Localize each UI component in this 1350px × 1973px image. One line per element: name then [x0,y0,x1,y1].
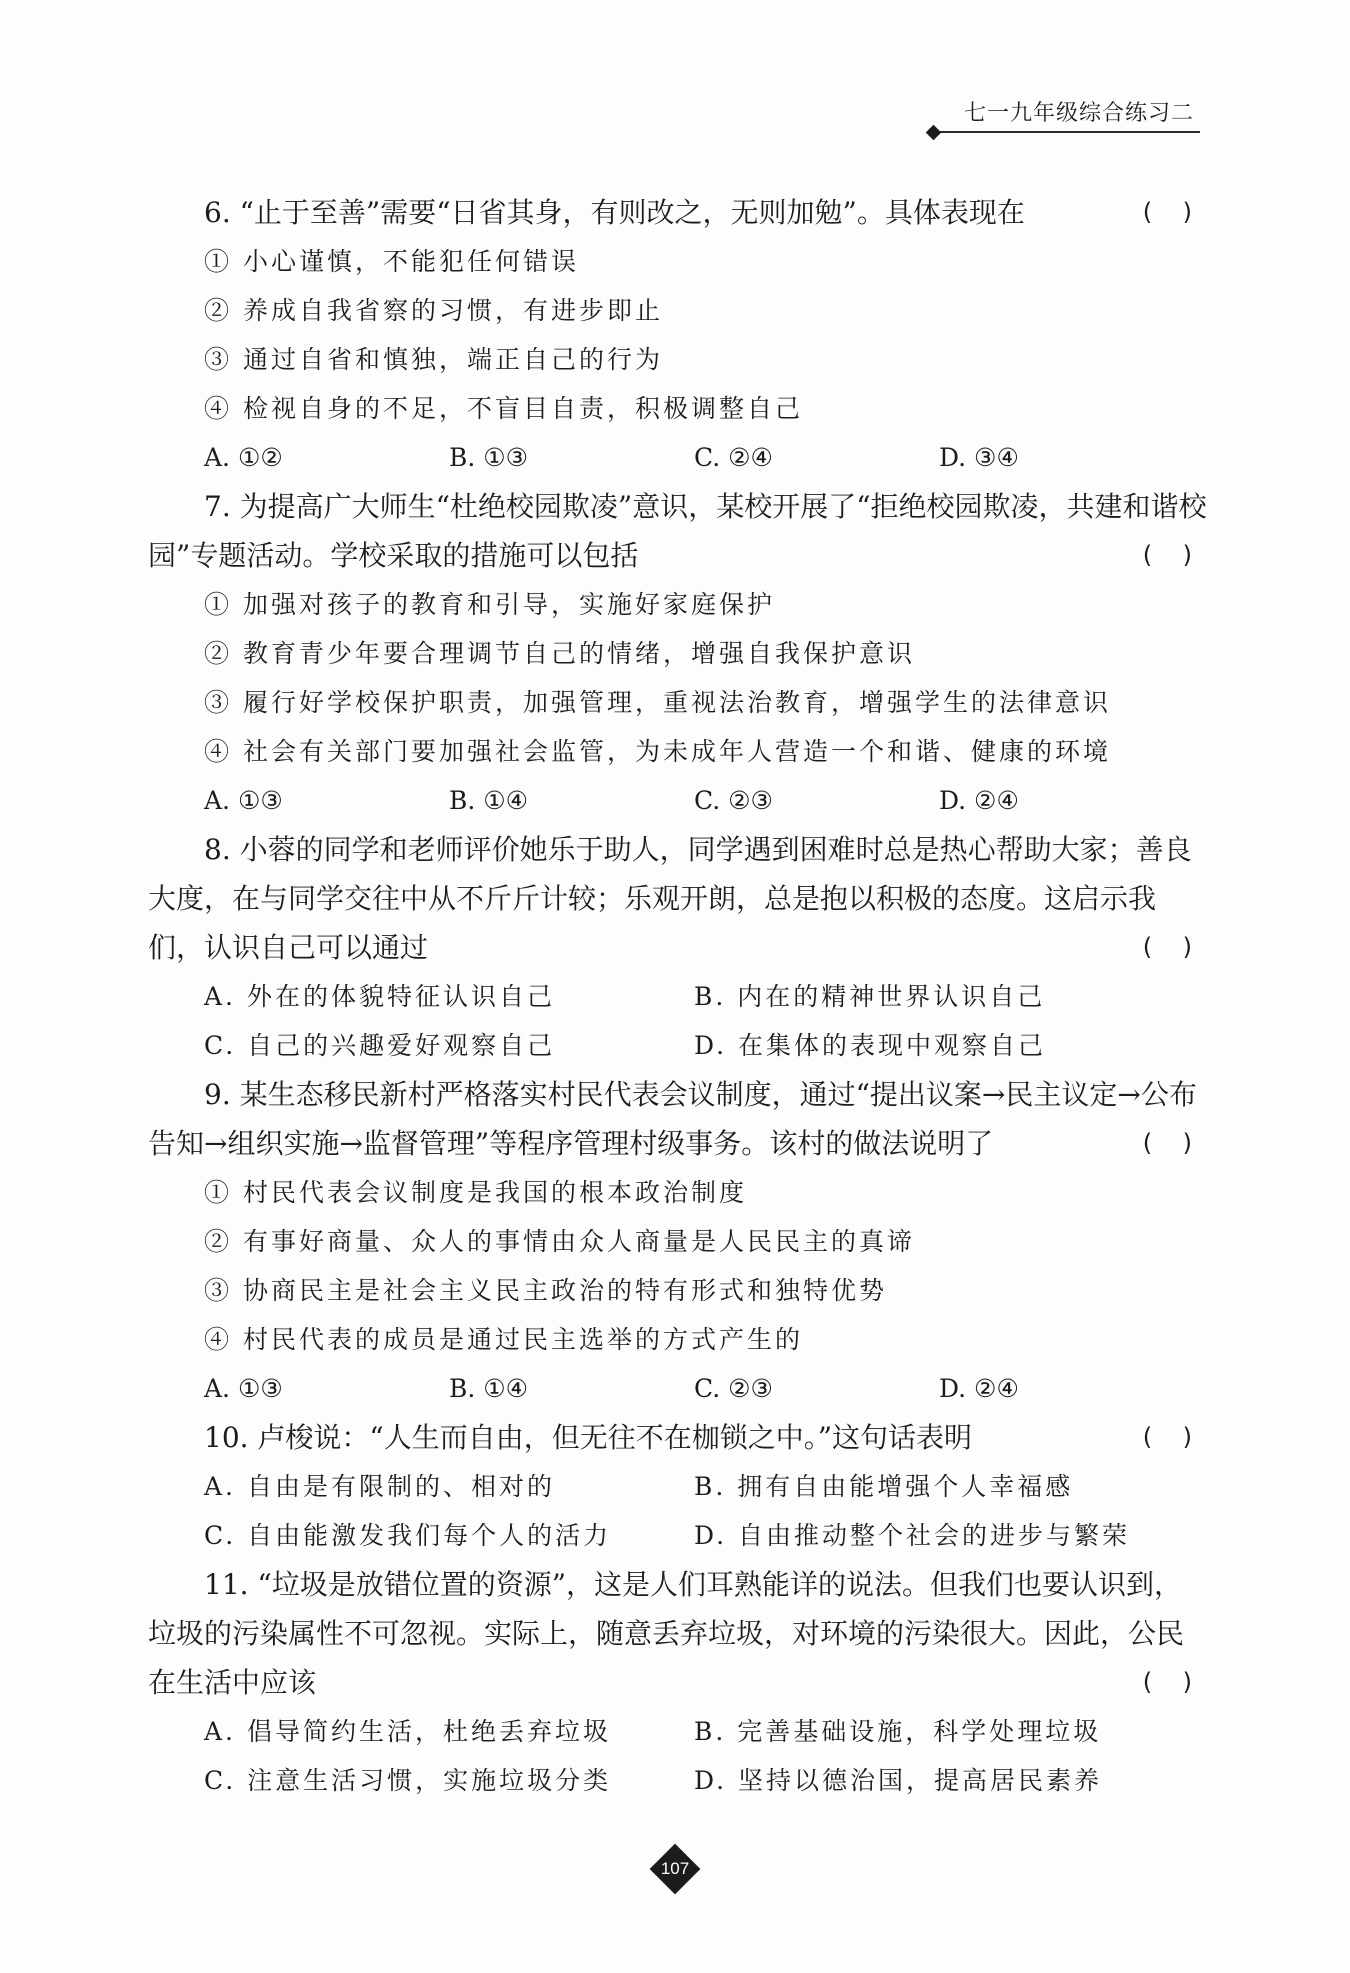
statement-item: ② 教育青少年要合理调节自己的情绪，增强自我保护意识 [204,639,915,668]
choice-a: A. 外在的体貌特征认识自己 [204,982,555,1011]
question-7 [148,482,1208,825]
choice-row [148,1021,1208,1070]
question-stem: 10. 卢梭说：“人生而自由，但无往不在枷锁之中。”这句话表明 ( ) [148,1413,1208,1462]
page-number-text: 107 [660,1859,690,1878]
choice-d: D. 坚持以德治国，提高居民素养 [694,1766,1103,1795]
choice-d: D. ③④ [939,443,1019,472]
choice-a: A. 倡导简约生活，杜绝丢弃垃圾 [204,1717,611,1746]
choice-b: B. ①③ [449,443,529,472]
choice-d: D. ②④ [939,786,1019,815]
statement-item: ② 有事好商量、众人的事情由众人商量是人民民主的真谛 [204,1227,915,1256]
choice-b: B. ①④ [449,786,529,815]
question-stem: 7. 为提高广大师生“杜绝校园欺凌”意识，某校开展了“拒绝校园欺凌，共建和谐校园”专题活动。学校采取的措施可以包括 ( ) [148,482,1208,580]
question-10 [148,1413,1208,1560]
question-6 [148,188,1208,482]
choice-row [148,1756,1208,1805]
statement-item: ④ 村民代表的成员是通过民主选举的方式产生的 [204,1325,803,1354]
choice-a: A. ①② [204,443,283,472]
answer-paren: ( ) [1142,198,1192,226]
choice-row [148,972,1208,1021]
choice-b: B. 完善基础设施，科学处理垃圾 [694,1717,1102,1746]
choice-b: B. ①④ [449,1374,529,1403]
statement-item: ④ 检视自身的不足，不盲目自责，积极调整自己 [204,394,803,423]
question-stem: 11. “垃圾是放错位置的资源”，这是人们耳熟能详的说法。但我们也要认识到，垃圾的污染属性不可忽视。实际上，随意丢弃垃圾，对环境的污染很大。因此，公民在生活中应该 ( ) [148,1560,1208,1707]
choice-c: C. ②④ [694,443,773,472]
question-stem: 6. “止于至善”需要“日省其身，有则改之，无则加勉”。具体表现在 ( ) [148,188,1208,237]
page-header [934,96,1200,133]
choice-a: A. ①③ [204,786,283,815]
page-number [652,1846,698,1892]
answer-paren: ( ) [1142,933,1192,961]
answer-paren: ( ) [1142,541,1192,569]
question-stem: 9. 某生态移民新村严格落实村民代表会议制度，通过“提出议案→民主议定→公布告知→组织实施→监督管理”等程序管理村级事务。该村的做法说明了 ( ) [148,1070,1208,1168]
answer-paren: ( ) [1142,1423,1192,1451]
choice-row [148,1462,1208,1511]
statement-item: ② 养成自我省察的习惯，有进步即止 [204,296,663,325]
choice-a: A. ①③ [204,1374,283,1403]
choice-c: C. 注意生活习惯，实施垃圾分类 [204,1766,612,1795]
choice-d: D. ②④ [939,1374,1019,1403]
choice-d: D. 在集体的表现中观察自己 [694,1031,1047,1060]
question-stem: 8. 小蓉的同学和老师评价她乐于助人，同学遇到困难时总是热心帮助大家；善良大度，在与同学交往中从不斤斤计较；乐观开朗，总是抱以积极的态度。这启示我们，认识自己可以通过 ( ) [148,825,1208,972]
choice-c: C. 自由能激发我们每个人的活力 [204,1521,612,1550]
choice-row [148,776,1208,825]
choice-c: C. 自己的兴趣爱好观察自己 [204,1031,556,1060]
statement-item: ① 加强对孩子的教育和引导，实施好家庭保护 [204,590,775,619]
choice-b: B. 内在的精神世界认识自己 [694,982,1046,1011]
answer-paren: ( ) [1142,1129,1192,1157]
statement-item: ③ 通过自省和慎独，端正自己的行为 [204,345,663,374]
statement-item: ① 村民代表会议制度是我国的根本政治制度 [204,1178,747,1207]
choice-d: D. 自由推动整个社会的进步与繁荣 [694,1521,1131,1550]
choice-row [148,1364,1208,1413]
statement-item: ① 小心谨慎，不能犯任何错误 [204,247,579,276]
statement-item: ③ 履行好学校保护职责，加强管理，重视法治教育，增强学生的法律意识 [204,688,1111,717]
choice-b: B. 拥有自由能增强个人幸福感 [694,1472,1074,1501]
statement-item: ③ 协商民主是社会主义民主政治的特有形式和独特优势 [204,1276,887,1305]
choice-a: A. 自由是有限制的、相对的 [204,1472,555,1501]
choice-c: C. ②③ [694,1374,773,1403]
choice-row [148,433,1208,482]
question-11 [148,1560,1208,1805]
choice-row [148,1511,1208,1560]
question-9 [148,1070,1208,1413]
statement-item: ④ 社会有关部门要加强社会监管，为未成年人营造一个和谐、健康的环境 [204,737,1111,766]
header-title: 七一九年级综合练习二 [963,101,1194,126]
choice-row [148,1707,1208,1756]
question-8 [148,825,1208,1070]
diamond-icon [926,125,942,141]
question-list [148,188,1208,1805]
choice-c: C. ②③ [694,786,773,815]
answer-paren: ( ) [1142,1668,1192,1696]
